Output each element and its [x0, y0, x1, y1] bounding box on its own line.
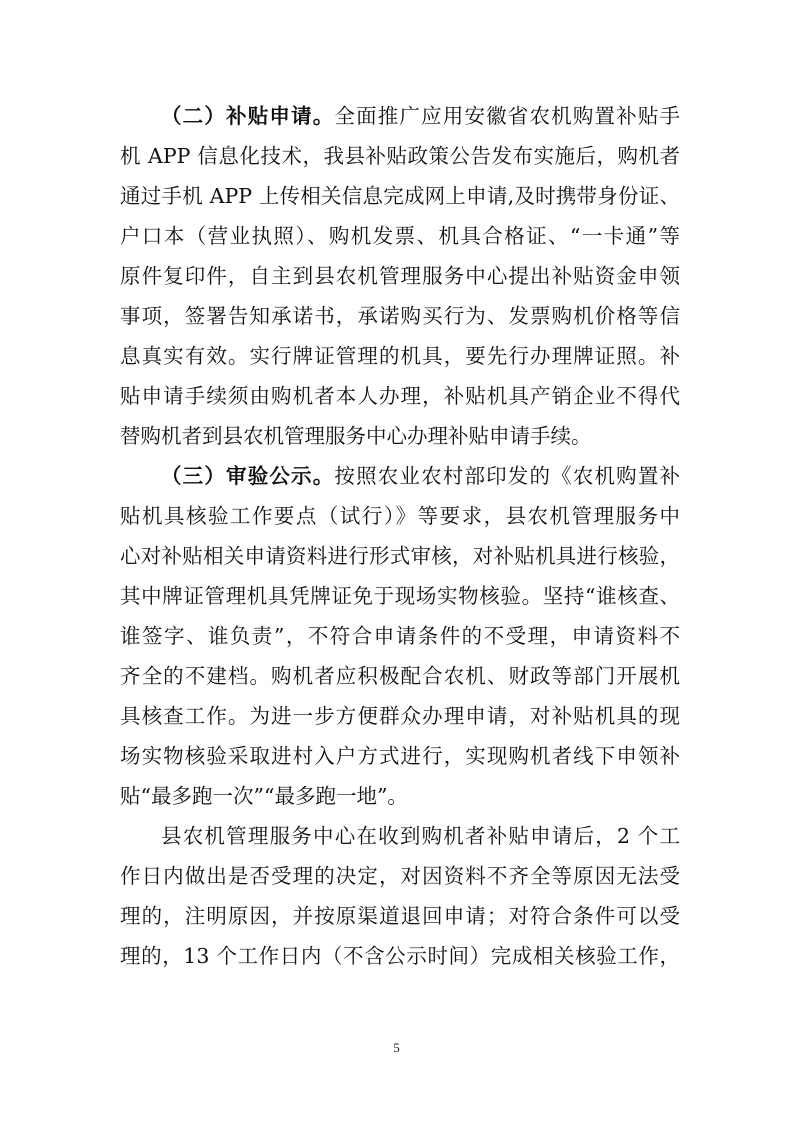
section-heading: （二）补贴申请。 [161, 104, 335, 128]
paragraph-line [120, 456, 680, 496]
paragraph-line [120, 96, 680, 136]
paragraph-review-publicity [120, 456, 680, 816]
paragraph-line: 谁签字、谁负责”，不符合申请条件的不受理，申请资料不 [120, 624, 680, 648]
paragraph-subsidy-application [120, 96, 680, 456]
section-heading: （三）审验公示。 [161, 464, 335, 488]
paragraph-line: 心对补贴相关申请资料进行形式审核，对补贴机具进行核验， [120, 544, 680, 568]
document-body [120, 96, 680, 976]
paragraph-line: 机 APP 信息化技术，我县补贴政策公告发布实施后，购机者 [120, 144, 680, 168]
paragraph-line: 理的，注明原因，并按原渠道退回申请；对符合条件可以受 [120, 904, 680, 928]
page-number: 5 [393, 1040, 400, 1055]
paragraph-line: 息真实有效。实行牌证管理的机具，要先行办理牌证照。补 [120, 344, 680, 368]
paragraph-line: 理的，13 个工作日内（不含公示时间）完成相关核验工作， [120, 944, 680, 968]
paragraph-line: 贴申请手续须由购机者本人办理，补贴机具产销企业不得代 [120, 384, 680, 408]
paragraph-line: 贴“最多跑一次”“最多跑一地”。 [120, 784, 408, 808]
paragraph-line: 其中牌证管理机具凭牌证免于现场实物核验。坚持“谁核查、 [120, 584, 680, 608]
line-text: 按照农业农村部印发的《农机购置补 [334, 464, 681, 488]
paragraph-line: 贴机具核验工作要点（试行）》等要求，县农机管理服务中 [120, 504, 680, 528]
paragraph-line: 替购机者到县农机管理服务中心办理补贴申请手续。 [120, 424, 592, 448]
paragraph-line: 县农机管理服务中心在收到购机者补贴申请后，2 个工 [161, 824, 680, 848]
line-text: 全面推广应用安徽省农机购置补贴手 [334, 104, 681, 128]
paragraph-acceptance-timeline [120, 816, 680, 976]
paragraph-line: 户口本（营业执照）、购机发票、机具合格证、“一卡通”等 [120, 224, 680, 248]
paragraph-line: 场实物核验采取进村入户方式进行，实现购机者线下申领补 [120, 744, 680, 768]
paragraph-line: 通过手机 APP 上传相关信息完成网上申请,及时携带身份证、 [120, 184, 680, 208]
paragraph-line: 齐全的不建档。购机者应积极配合农机、财政等部门开展机 [120, 664, 680, 688]
paragraph-line: 具核查工作。为进一步方便群众办理申请，对补贴机具的现 [120, 704, 680, 728]
paragraph-line: 原件复印件，自主到县农机管理服务中心提出补贴资金申领 [120, 264, 680, 288]
paragraph-line: 作日内做出是否受理的决定，对因资料不齐全等原因无法受 [120, 864, 680, 888]
paragraph-line: 事项，签署告知承诺书，承诺购买行为、发票购机价格等信 [120, 304, 680, 328]
